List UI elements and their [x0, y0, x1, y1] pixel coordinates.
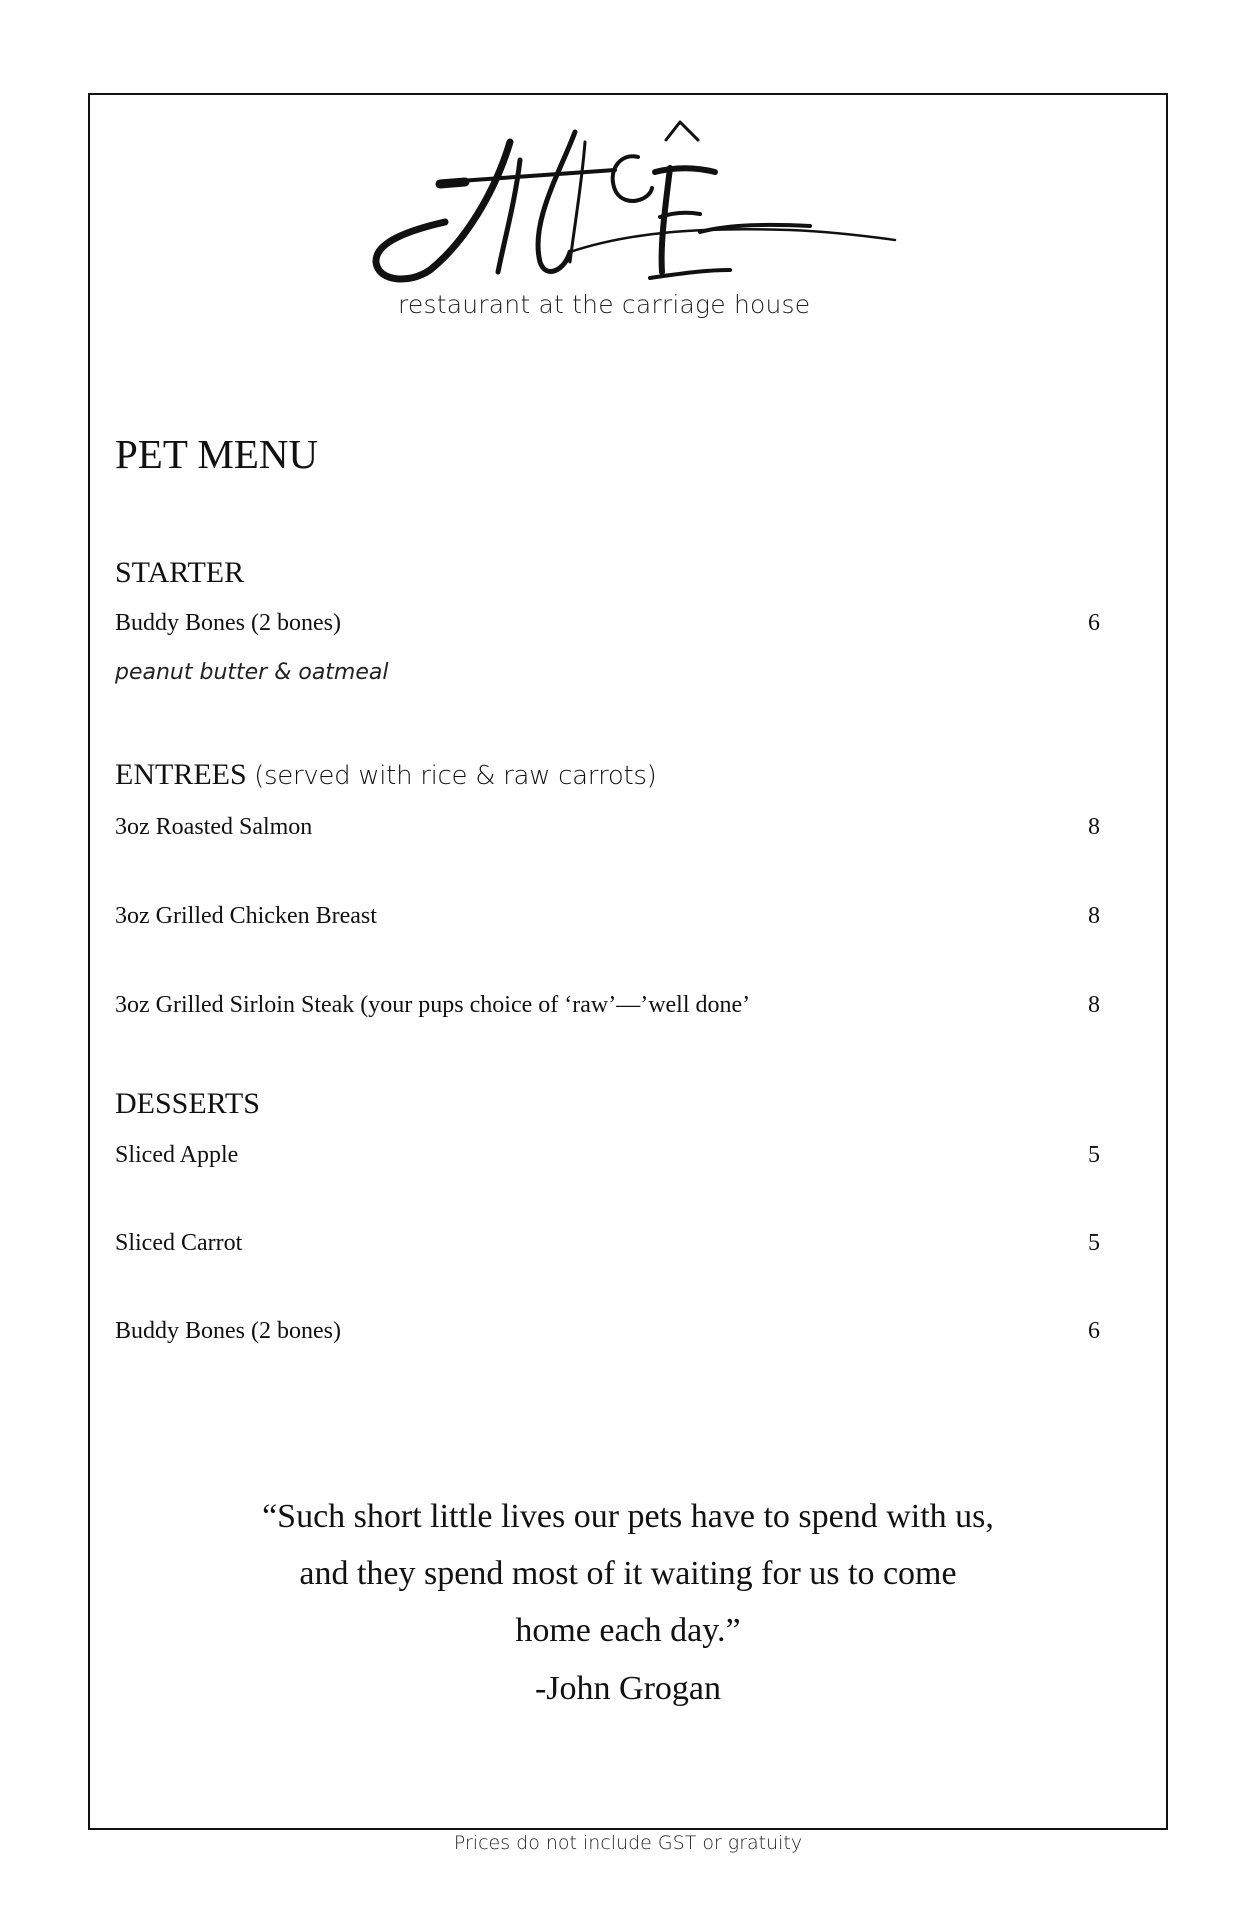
- item-price: 8: [1088, 992, 1100, 1018]
- section-note: (served with rice & raw carrots): [254, 761, 657, 791]
- item-name: Buddy Bones (2 bones): [115, 610, 341, 636]
- item-price: 6: [1088, 1318, 1100, 1344]
- menu-item: [115, 1318, 1100, 1350]
- item-name: Buddy Bones (2 bones): [115, 1318, 341, 1344]
- quote-author: -John Grogan: [534, 1670, 722, 1707]
- section-title: DESSERTS: [115, 1087, 260, 1120]
- item-price: 8: [1088, 903, 1100, 929]
- pricing-footnote: Prices do not include GST or gratuity: [453, 1832, 803, 1854]
- page-title: PET MENU: [115, 431, 319, 477]
- item-name: 3oz Roasted Salmon: [115, 814, 313, 840]
- section-title: ENTREES: [115, 758, 247, 791]
- item-name: Sliced Carrot: [115, 1230, 243, 1256]
- menu-item: [115, 1142, 1100, 1174]
- item-price: 6: [1088, 610, 1100, 636]
- menu-item: [115, 814, 1100, 846]
- menu-item: [115, 610, 1100, 642]
- item-name: 3oz Grilled Sirloin Steak (your pups choice of ‘raw’—’well done’: [115, 992, 751, 1018]
- section-title: STARTER: [115, 556, 245, 589]
- item-name: Sliced Apple: [115, 1142, 239, 1168]
- menu-item: [115, 992, 1100, 1024]
- pet-quote: [150, 1488, 1106, 1659]
- quote-line: home each day.”: [515, 1612, 741, 1649]
- item-name: 3oz Grilled Chicken Breast: [115, 903, 377, 929]
- menu-item: [115, 1230, 1100, 1262]
- restaurant-logo: [370, 112, 900, 332]
- item-price: 5: [1088, 1230, 1100, 1256]
- restaurant-subtitle: restaurant at the carriage house: [398, 290, 811, 319]
- section-heading-entrees: [115, 758, 657, 792]
- section-heading-desserts: [115, 1087, 260, 1121]
- quote-line: “Such short little lives our pets have to spend with us,: [262, 1498, 994, 1535]
- item-price: 8: [1088, 814, 1100, 840]
- quote-line: and they spend most of it waiting for us to come: [299, 1555, 957, 1592]
- section-heading-starter: [115, 556, 244, 590]
- item-description: peanut butter & oatmeal: [115, 660, 389, 685]
- item-price: 5: [1088, 1142, 1100, 1168]
- menu-item: [115, 903, 1100, 935]
- logo-script-mark: [370, 112, 900, 292]
